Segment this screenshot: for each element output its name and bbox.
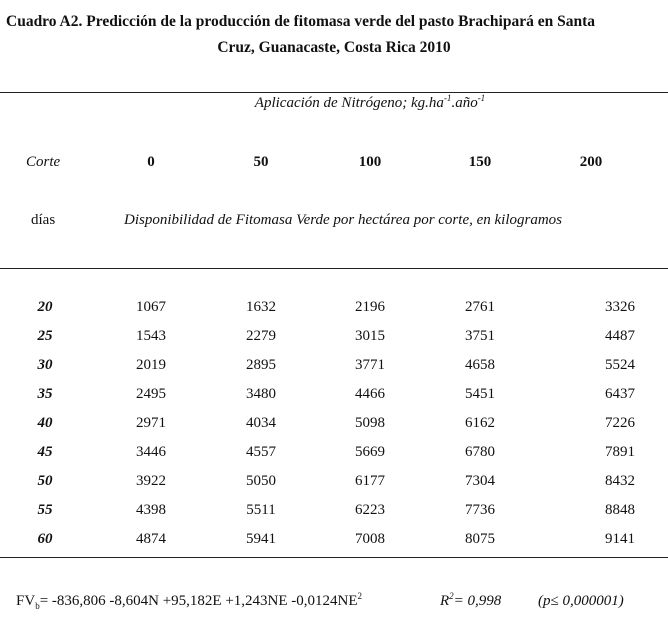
table-cell: 4466	[355, 386, 385, 402]
top-rule	[0, 92, 668, 93]
table-cell: 5451	[465, 386, 495, 402]
table-cell: 5050	[246, 473, 276, 489]
table-cell: 7736	[465, 502, 495, 518]
table-cell: 2019	[136, 357, 166, 373]
equation-fv: FV	[16, 593, 36, 609]
r2-value: = 0,998	[453, 593, 502, 609]
corte-row-label: 55	[37, 502, 53, 518]
corte-row-label: 25	[37, 328, 53, 344]
r2-label: R	[440, 593, 450, 609]
table-cell: 9141	[605, 531, 635, 547]
nitrogen-level-header: 100	[358, 154, 382, 170]
table-cell: 3480	[246, 386, 276, 402]
table-cell: 2495	[136, 386, 166, 402]
table-cell: 2761	[465, 299, 495, 315]
application-sup-1: -1	[443, 93, 452, 103]
corte-row-label: 50	[37, 473, 53, 489]
table-cell: 4034	[246, 415, 276, 431]
table-cell: 4658	[465, 357, 495, 373]
table-cell: 4487	[605, 328, 635, 344]
table-cell: 3922	[136, 473, 166, 489]
table-cell: 6162	[465, 415, 495, 431]
regression-equation	[16, 593, 362, 610]
table-cell: 2196	[355, 299, 385, 315]
table-cell: 7891	[605, 444, 635, 460]
table-cell: 5669	[355, 444, 385, 460]
nitrogen-level-header: 200	[579, 154, 603, 170]
table-cell: 6437	[605, 386, 635, 402]
p-value: (p≤ 0,000001)	[538, 593, 624, 609]
corte-label: Corte	[26, 154, 61, 170]
table-cell: 3446	[136, 444, 166, 460]
table-cell: 2971	[136, 415, 166, 431]
application-label: Aplicación de Nitrógeno; kg.ha	[254, 95, 444, 111]
nitrogen-level-header: 0	[147, 154, 155, 170]
table-cell: 3751	[465, 328, 495, 344]
table-cell: 2895	[246, 357, 276, 373]
nitrogen-level-header: 50	[253, 154, 269, 170]
r-squared	[440, 593, 501, 610]
corte-row-label: 45	[37, 444, 53, 460]
table-cell: 3015	[355, 328, 385, 344]
availability-label: Disponibilidad de Fitomasa Verde por hectárea por corte, en kilogramos	[124, 212, 563, 228]
corte-row-label: 60	[37, 531, 53, 547]
table-cell: 6780	[465, 444, 495, 460]
header-bottom-rule	[0, 268, 668, 269]
corte-row-label: 40	[37, 415, 53, 431]
table-title-line-1: Cuadro A2. Predicción de la producción de fitomasa verde del pasto Brachipará en Santa	[6, 13, 596, 30]
table-cell: 7008	[355, 531, 385, 547]
r2-sup: 2	[449, 591, 454, 601]
table-cell: 8075	[465, 531, 495, 547]
table-bottom-rule	[0, 557, 668, 558]
corte-row-label: 30	[37, 357, 53, 373]
table-cell: 1543	[136, 328, 166, 344]
table-cell: 7304	[465, 473, 495, 489]
table-cell: 8848	[605, 502, 635, 518]
application-sup-2: -1	[477, 93, 486, 103]
table-cell: 1632	[246, 299, 276, 315]
table-cell: 5098	[355, 415, 385, 431]
corte-row-label: 35	[37, 386, 53, 402]
table-cell: 6223	[355, 502, 385, 518]
table-cell: 2279	[246, 328, 276, 344]
corte-row-label: 20	[37, 299, 53, 315]
table-cell: 6177	[355, 473, 385, 489]
table-cell: 4398	[136, 502, 166, 518]
application-header	[0, 95, 668, 112]
dias-label: días	[31, 212, 56, 228]
table-cell: 1067	[136, 299, 166, 315]
table-cell: 3326	[605, 299, 635, 315]
nitrogen-level-header: 150	[468, 154, 492, 170]
application-mid: .año	[451, 95, 478, 111]
table-cell: 5511	[246, 502, 276, 518]
equation-body: = -836,806 -8,604N +95,182E +1,243NE -0,0124NE	[39, 593, 358, 609]
table-cell: 5524	[605, 357, 635, 373]
table-title-line-2: Cruz, Guanacaste, Costa Rica 2010	[217, 39, 451, 56]
equation-fv-sub: b	[35, 601, 40, 611]
equation-sup: 2	[357, 591, 363, 601]
table-cell: 8432	[605, 473, 635, 489]
table-cell: 4874	[136, 531, 166, 547]
table-cell: 4557	[246, 444, 276, 460]
table-cell: 3771	[355, 357, 385, 373]
table-cell: 5941	[246, 531, 276, 547]
table-cell: 7226	[605, 415, 635, 431]
